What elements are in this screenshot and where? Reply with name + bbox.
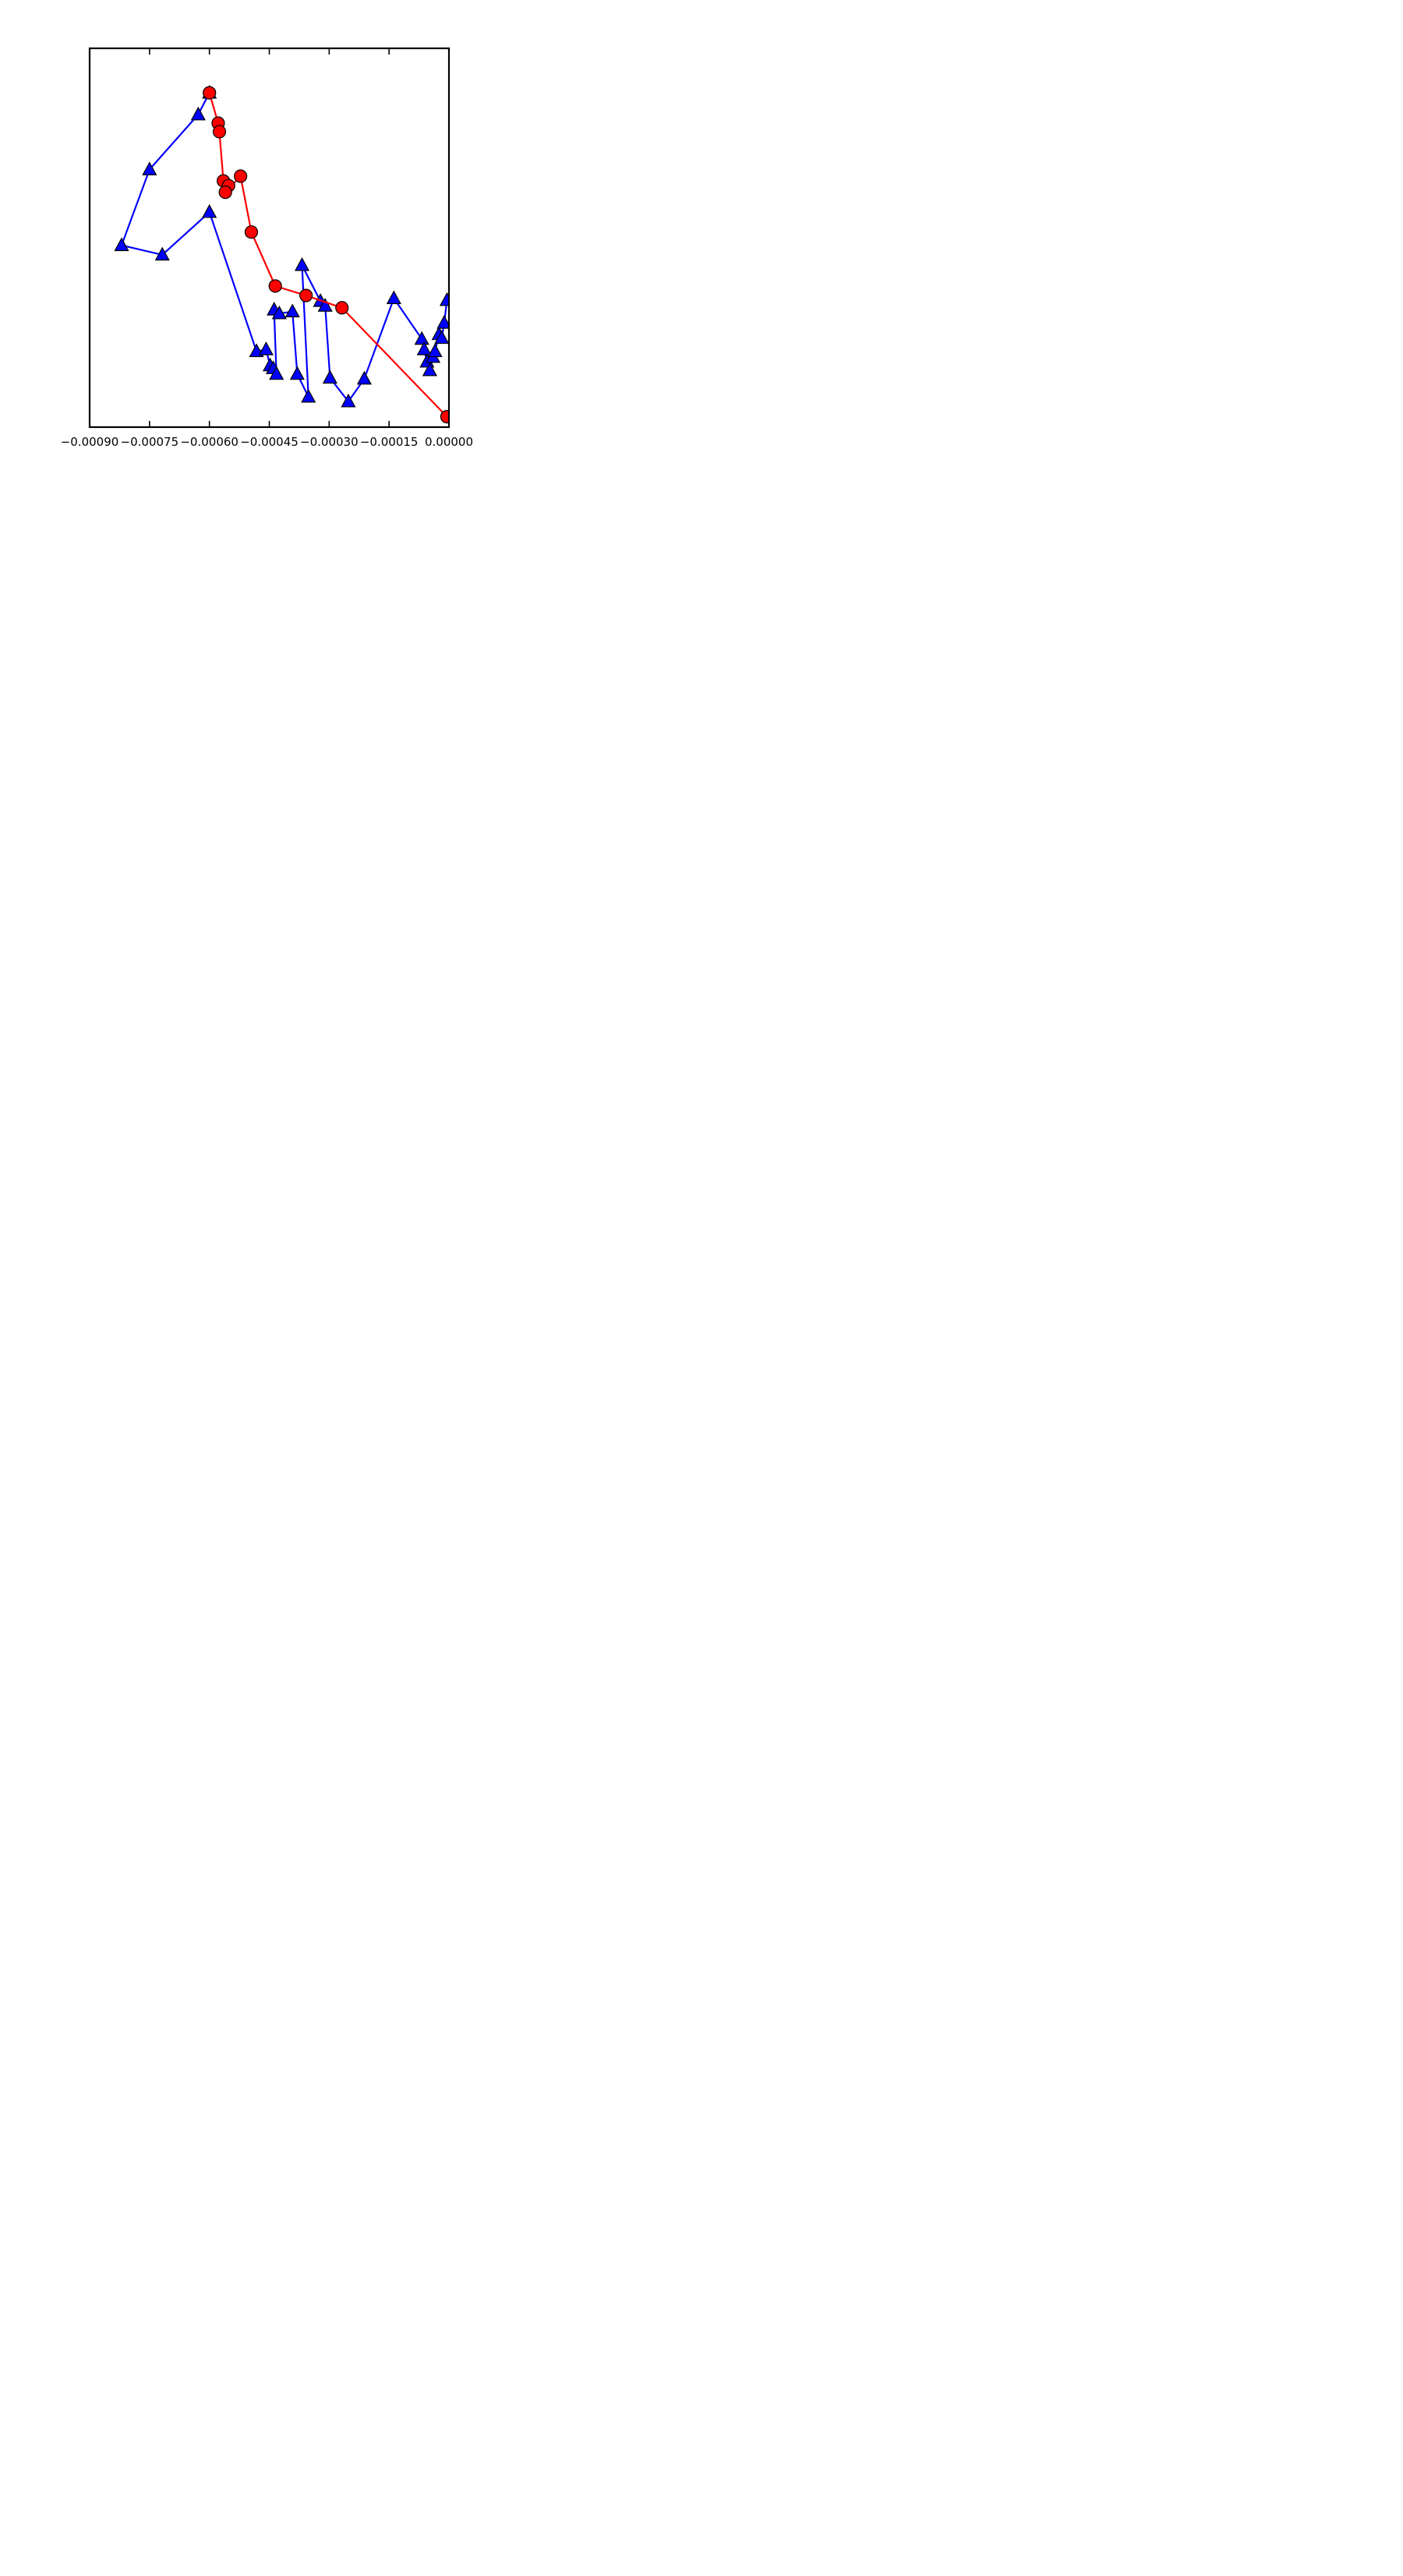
- svg-text:−0.00060: −0.00060: [180, 435, 239, 449]
- svg-text:−0.00090: −0.00090: [60, 435, 119, 449]
- svg-text:−0.00030: −0.00030: [300, 435, 359, 449]
- svg-text:−0.00075: −0.00075: [120, 435, 179, 449]
- svg-text:−0.00015: −0.00015: [359, 435, 419, 449]
- chart-transverse-pressure: [61, 48, 473, 449]
- svg-text:0.00000: 0.00000: [424, 435, 474, 449]
- svg-text:−0.00045: −0.00045: [240, 435, 299, 449]
